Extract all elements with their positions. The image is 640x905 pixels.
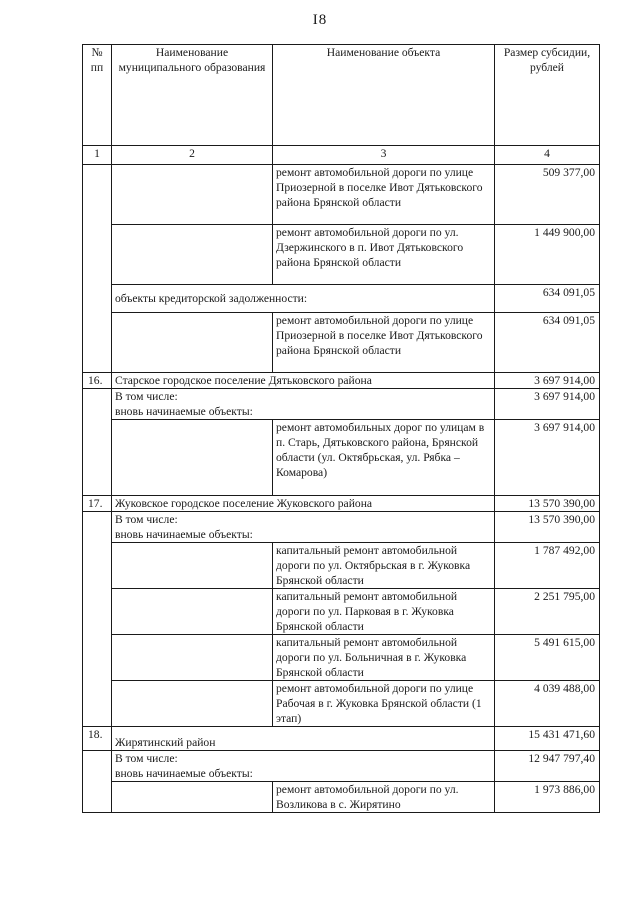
table-header-row — [83, 45, 600, 146]
table-row — [83, 389, 600, 420]
amount-cell: 1 973 886,00 — [495, 782, 600, 813]
table-row — [83, 543, 600, 589]
subgroup-line: В том числе: — [115, 390, 178, 403]
table-row — [83, 496, 600, 512]
object-cell: капитальный ремонт автомобильной дороги по ул. Парковая в г. Жуковка Брянской области — [273, 589, 495, 635]
amount-cell: 3 697 914,00 — [495, 373, 600, 389]
subgroup-label-cell — [112, 751, 495, 782]
object-cell: ремонт автомобильной дороги по улице Рабочая в г. Жуковка Брянской области (1 этап) — [273, 681, 495, 727]
column-number: 3 — [273, 146, 495, 165]
municipality-cell — [112, 313, 273, 373]
amount-cell: 5 491 615,00 — [495, 635, 600, 681]
amount-cell: 509 377,00 — [495, 165, 600, 225]
subgroup-line: вновь начинаемые объекты: — [115, 767, 253, 780]
subgroup-label-cell — [112, 389, 495, 420]
amount-cell: 15 431 471,60 — [495, 727, 600, 751]
row-number-cell — [83, 751, 112, 813]
table-row — [83, 782, 600, 813]
subgroup-line: вновь начинаемые объекты: — [115, 405, 253, 418]
subgroup-line: В том числе: — [115, 752, 178, 765]
subgroup-line: вновь начинаемые объекты: — [115, 528, 253, 541]
object-cell: ремонт автомобильных дорог по улицам в п. Старь, Дятьковского района, Брянской области (ул. Октябрьская, ул. Рябка – Комарова) — [273, 420, 495, 496]
table-row — [83, 313, 600, 373]
municipality-cell — [112, 225, 273, 285]
municipality-name-cell: Старское городское поселение Дятьковского района — [112, 373, 495, 389]
table-row — [83, 373, 600, 389]
column-number: 2 — [112, 146, 273, 165]
header-municipality: Наименование муниципального образования — [112, 45, 273, 146]
amount-cell: 13 570 390,00 — [495, 496, 600, 512]
object-cell: капитальный ремонт автомобильной дороги по ул. Больничная в г. Жуковка Брянской области — [273, 635, 495, 681]
row-number-cell: 16. — [83, 373, 112, 389]
amount-cell: 4 039 488,00 — [495, 681, 600, 727]
header-subsidy: Размер субсидии, рублей — [495, 45, 600, 146]
amount-cell: 1 787 492,00 — [495, 543, 600, 589]
amount-cell: 12 947 797,40 — [495, 751, 600, 782]
row-number-cell — [83, 389, 112, 496]
column-number-row — [83, 146, 600, 165]
column-number: 1 — [83, 146, 112, 165]
amount-cell: 2 251 795,00 — [495, 589, 600, 635]
table-row — [83, 420, 600, 496]
municipality-cell — [112, 681, 273, 727]
row-number-cell: 17. — [83, 496, 112, 512]
municipality-cell — [112, 420, 273, 496]
row-number-cell: 18. — [83, 727, 112, 751]
table-row — [83, 285, 600, 313]
group-label-cell: объекты кредиторской задолженности: — [112, 285, 495, 313]
table-row — [83, 751, 600, 782]
table-row — [83, 165, 600, 225]
page-number: I8 — [312, 12, 328, 28]
object-cell: ремонт автомобильной дороги по улице Приозерной в поселке Ивот Дятьковского района Брянской области — [273, 165, 495, 225]
table-row — [83, 635, 600, 681]
amount-cell: 634 091,05 — [495, 313, 600, 373]
municipality-cell — [112, 635, 273, 681]
header-object: Наименование объекта — [273, 45, 495, 146]
subsidy-table — [82, 44, 600, 813]
object-cell: ремонт автомобильной дороги по ул. Дзержинского в п. Ивот Дятьковского района Брянской области — [273, 225, 495, 285]
object-cell: ремонт автомобильной дороги по ул. Возликова в с. Жирятино — [273, 782, 495, 813]
municipality-cell — [112, 589, 273, 635]
row-number-cell — [83, 512, 112, 727]
table-row — [83, 512, 600, 543]
table-row — [83, 681, 600, 727]
amount-cell: 1 449 900,00 — [495, 225, 600, 285]
object-cell: капитальный ремонт автомобильной дороги по ул. Октябрьская в г. Жуковка Брянской области — [273, 543, 495, 589]
municipality-name-cell: Жирятинский район — [112, 727, 495, 751]
amount-cell: 3 697 914,00 — [495, 420, 600, 496]
municipality-cell — [112, 165, 273, 225]
table-row — [83, 225, 600, 285]
table-row — [83, 727, 600, 751]
municipality-cell — [112, 782, 273, 813]
municipality-name-cell: Жуковское городское поселение Жуковского района — [112, 496, 495, 512]
header-number: № пп — [83, 45, 112, 146]
amount-cell: 3 697 914,00 — [495, 389, 600, 420]
column-number: 4 — [495, 146, 600, 165]
object-cell: ремонт автомобильной дороги по улице Приозерной в поселке Ивот Дятьковского района Брянской области — [273, 313, 495, 373]
amount-cell: 13 570 390,00 — [495, 512, 600, 543]
municipality-cell — [112, 543, 273, 589]
subgroup-line: В том числе: — [115, 513, 178, 526]
row-number-cell — [83, 165, 112, 373]
amount-cell: 634 091,05 — [495, 285, 600, 313]
table-row — [83, 589, 600, 635]
subgroup-label-cell — [112, 512, 495, 543]
